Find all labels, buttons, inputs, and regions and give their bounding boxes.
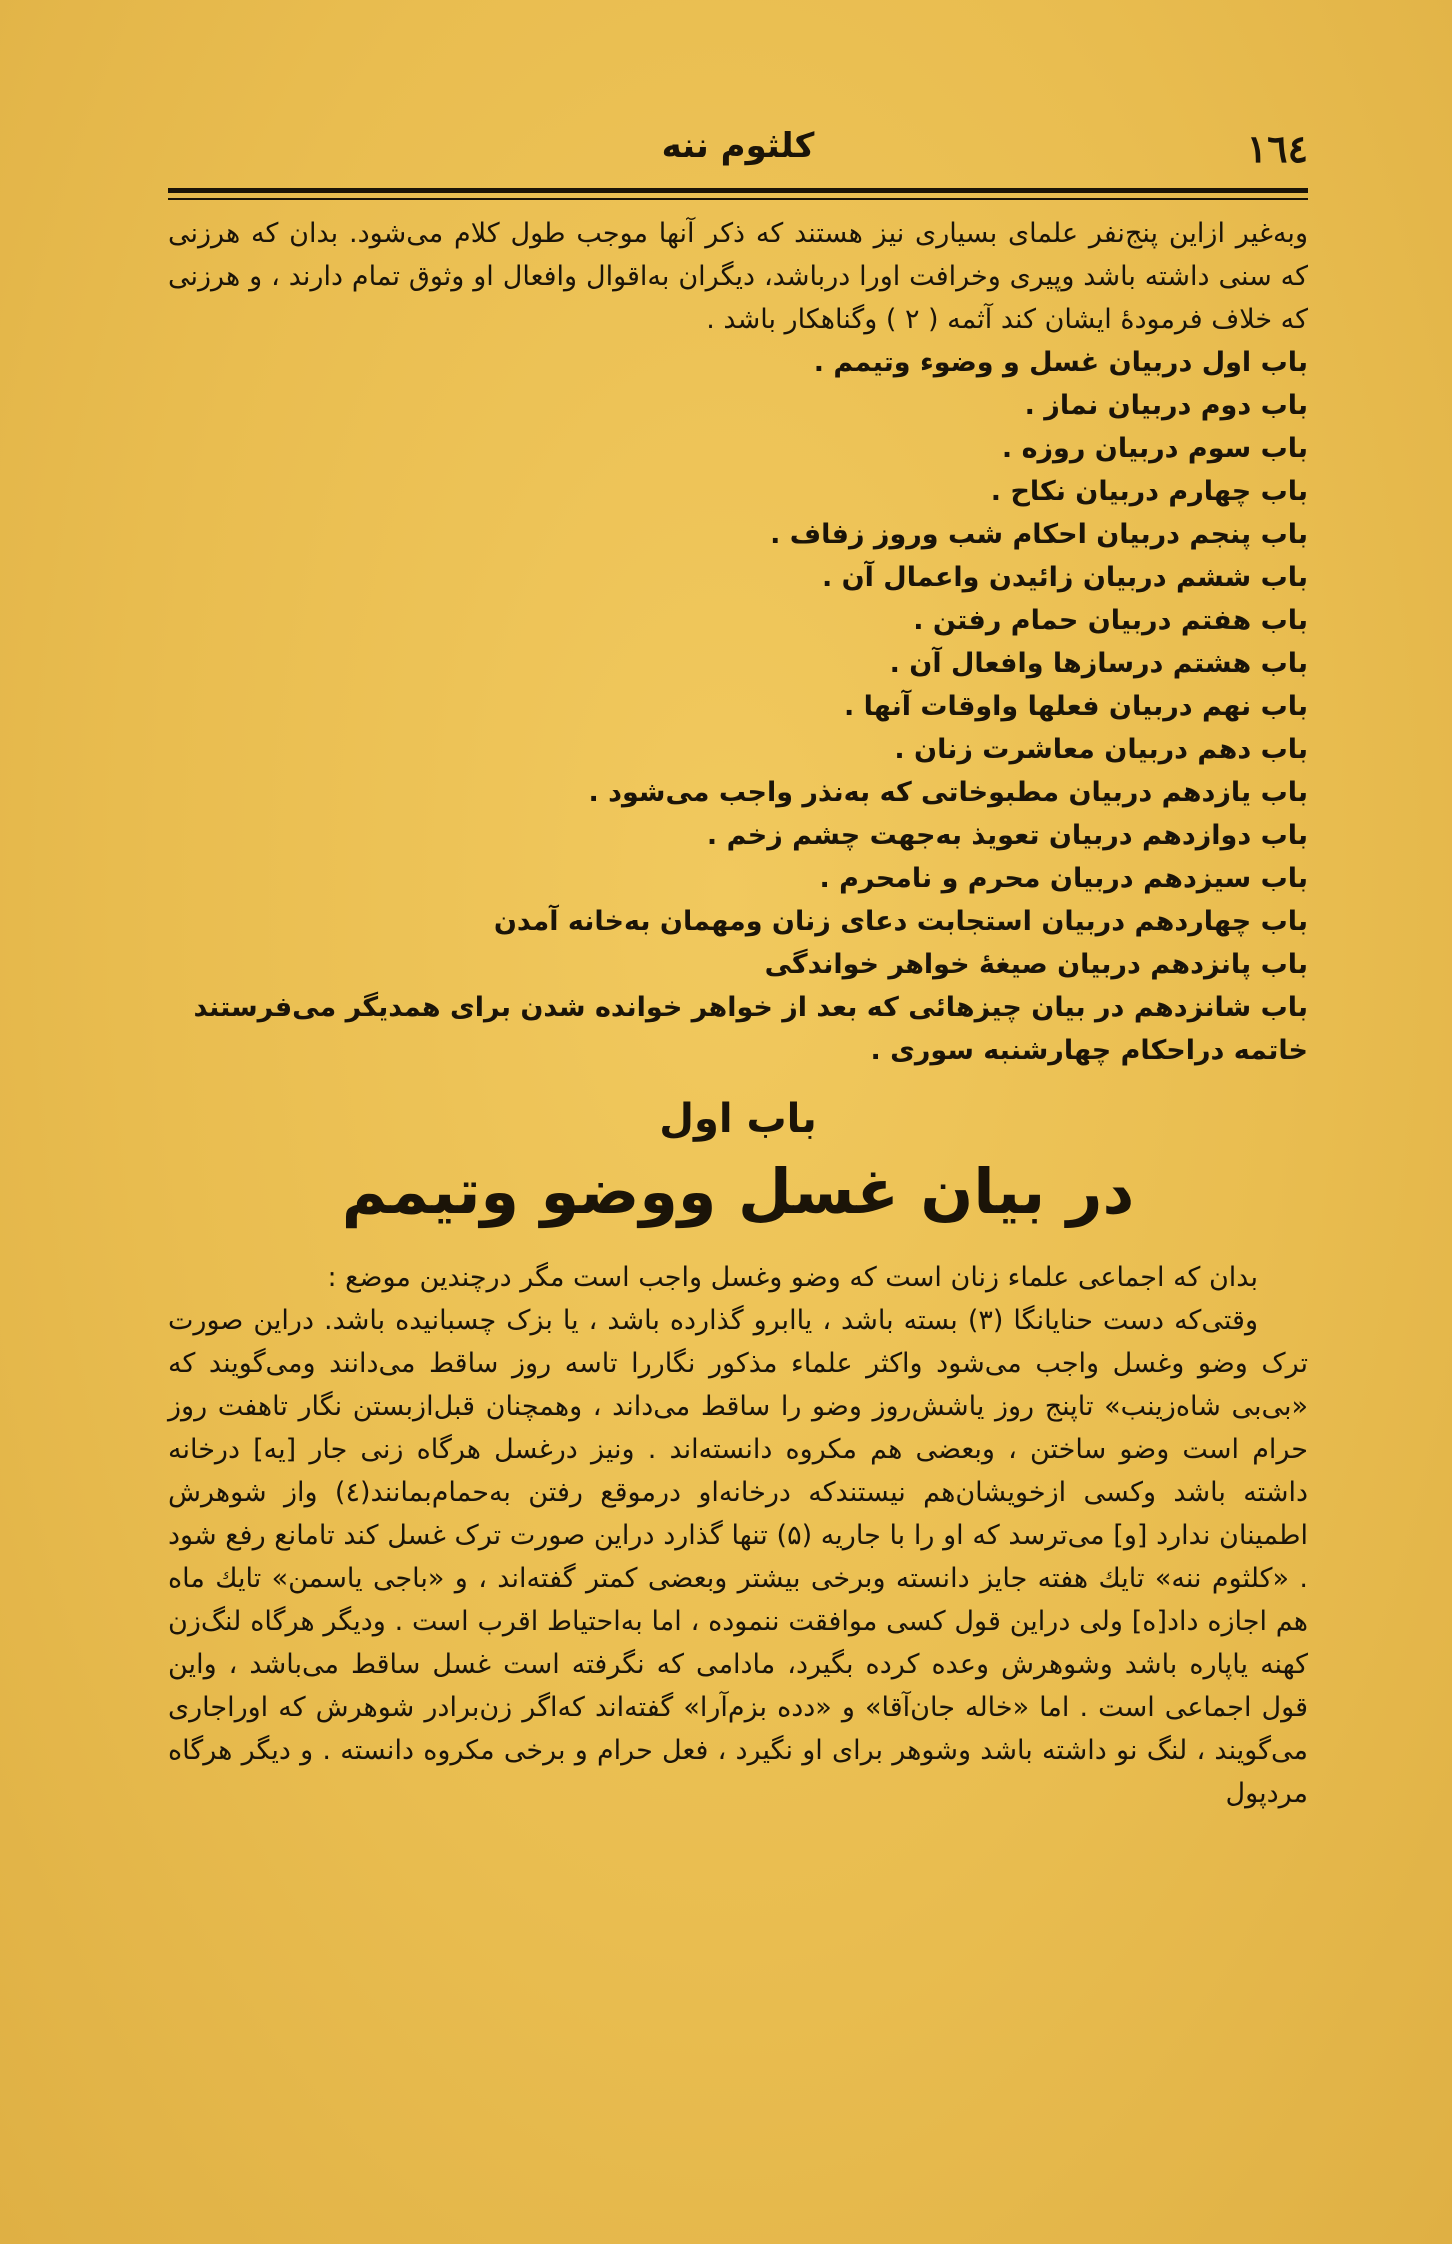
chapter-item: باب چهارم دربیان نکاح . bbox=[990, 476, 1308, 507]
intro-paragraph: وبه‌غیر ازاین پنج‌نفر علمای بسیاری نیز هستند که ذکر آنها موجب طول کلام می‌شود. بدان که هرزنی که سنی داشته باشد وپیری وخرافت اورا درباشد، دیگران به‌اقوال وافعال او وثوق تمام دارند ، و هرزنی که خلاف فرمودهٔ ایشان کند آثمه ( ۲ ) وگناهکار باشد . bbox=[168, 218, 1308, 335]
chapter-item: باب چهاردهم دربیان استجابت دعای زنان ومهمان به‌خانه آمدن bbox=[493, 906, 1308, 937]
chapter-item: باب پانزدهم دربیان صیغهٔ خواهر خواندگی bbox=[764, 949, 1308, 980]
page-header bbox=[168, 118, 1308, 178]
chapter-item: باب پنجم دربیان احکام شب وروز زفاف . bbox=[770, 519, 1308, 550]
chapter-body bbox=[168, 1256, 1308, 1815]
chapter-item: باب هشتم درسازها وافعال آن . bbox=[889, 648, 1308, 679]
chapter-item: باب سوم دربیان روزه . bbox=[1001, 433, 1308, 464]
chapter-item: باب شانزدهم در بیان چیزهائی که بعد از خواهر خوانده شدن برای همدیگر می‌فرستند bbox=[193, 992, 1308, 1023]
chapter-item: باب دهم دربیان معاشرت زنان . bbox=[894, 734, 1308, 765]
chapter-item: باب اول دربیان غسل و وضوء وتیمم . bbox=[813, 347, 1308, 378]
page-number: ١٦٤ bbox=[1246, 126, 1308, 171]
chapter-item: باب ششم دربیان زائیدن واعمال آن . bbox=[821, 562, 1308, 593]
chapter-item: خاتمه دراحکام چهارشنبه سوری . bbox=[870, 1035, 1308, 1066]
chapter-item: باب هفتم دربیان حمام رفتن . bbox=[913, 605, 1308, 636]
chapter-list bbox=[168, 341, 1308, 1072]
page-content bbox=[168, 212, 1308, 1815]
chapter-heading: باب اول bbox=[659, 1096, 817, 1142]
chapter-item: باب یازدهم دربیان مطبوخاتی که به‌نذر واجب می‌شود . bbox=[588, 777, 1308, 808]
chapter-item: باب دوم دربیان نماز . bbox=[1024, 390, 1308, 421]
body-paragraph: وقتی‌که دست حنایانگا (۳) بسته باشد ، یاابرو گذارده باشد ، یا بزک چسبانیده باشد. دراین صورت ترک وضو وغسل واجب می‌شود واکثر علماء مذکور نگاررا تاسه روز ساقط می‌دانند ومی‌گویند که «بی‌بی شاه‌زینب» تاپنج روز یاشش‌روز وضو را ساقط می‌داند ، وهمچنان قبل‌ازبستن نگار تاهفت روز حرام است وضو ساختن ، وبعضی هم مکروه دانسته‌اند . ونیز درغسل هرگاه زنی جار [یه] درخانه داشته باشد وکسی ازخویشان‌هم نیستندکه درخانه‌او درموقع رفتن به‌حمام‌بمانند(٤) واز شوهرش اطمینان ندارد [و] می‌ترسد که او را با جاریه (۵) تنها گذارد دراین صورت ترک غسل کند تامانع رفع شود . «کلثوم ننه» تایك هفته جایز دانسته وبرخی بیشتر وبعضی کمتر گفته‌اند ، و «باجی یاسمن» تایك ماه هم اجازه داد[ه] ولی دراین قول کسی موافقت ننموده ، اما به‌احتیاط اقرب است . ودیگر هرگاه لنگ‌زن کهنه یاپاره باشد وشوهرش وعده کرده بگیرد، مادامی که نگرفته است غسل ساقط می‌باشد ، واین قول اجماعی است . اما «خاله جان‌آقا» و «دده بزم‌آرا» گفته‌اند که‌اگر زن‌برادر شوهرش که اوراجاری می‌گویند ، لنگ نو داشته باشد وشوهر برای او نگیرد ، فعل حرام و برخی مکروه دانسته . و دیگر هرگاه مردپول bbox=[168, 1305, 1308, 1809]
chapter-item: باب دوازدهم دربیان تعویذ به‌جهت چشم زخم . bbox=[706, 820, 1308, 851]
chapter-item: باب سیزدهم دربیان محرم و نامحرم . bbox=[819, 863, 1308, 894]
chapter-item: باب نهم دربیان فعلها واوقات آنها . bbox=[844, 691, 1308, 722]
body-paragraph: بدان که اجماعی علماء زنان است که وضو وغسل واجب است مگر درچندین موضع : bbox=[327, 1262, 1258, 1293]
intro-section bbox=[168, 212, 1308, 341]
header-rule-thin bbox=[168, 198, 1308, 200]
running-title: کلثوم ننه bbox=[661, 126, 815, 166]
chapter-title: در بیان غسل ووضو وتیمم bbox=[341, 1155, 1135, 1228]
header-rule-thick bbox=[168, 188, 1308, 193]
